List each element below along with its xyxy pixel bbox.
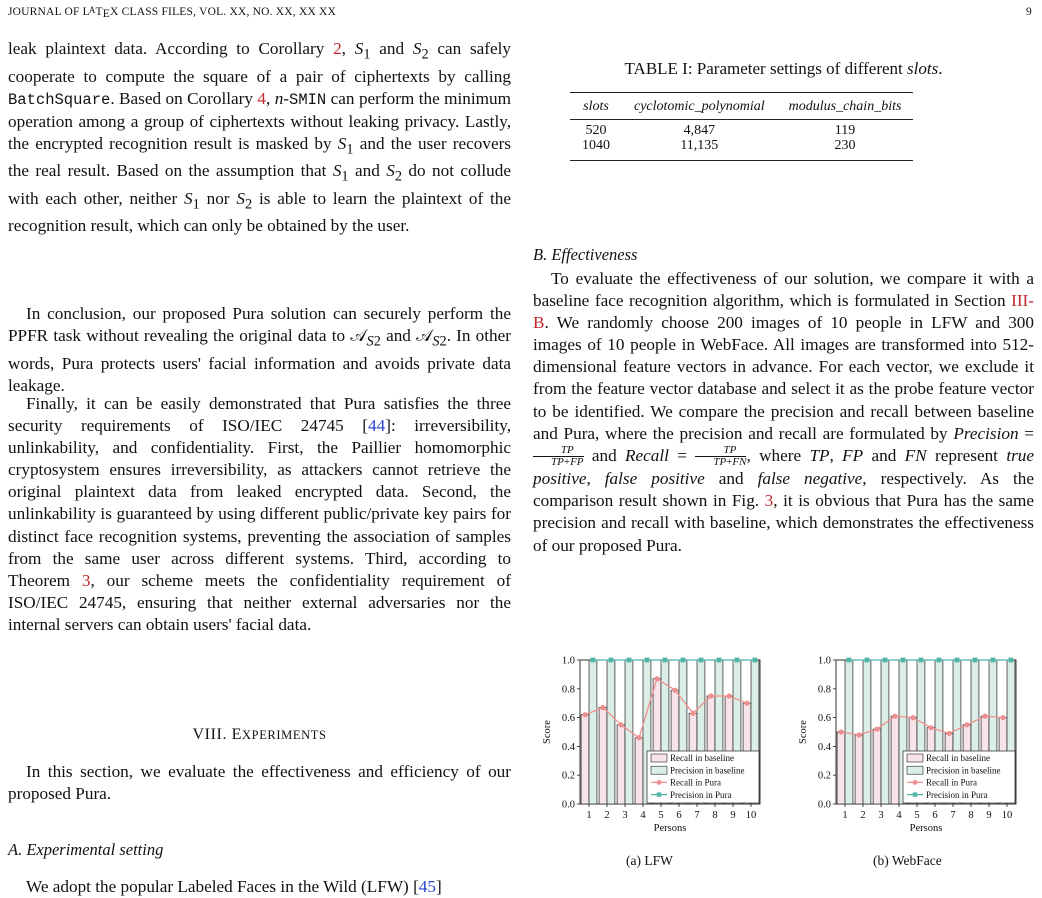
paragraph-conclusion: In conclusion, our proposed Pura solution can securely perform the PPFR task without revealing the original data to 𝒜$_{S2}$ and 𝒜$_{S2}$. In other words, Pura protects users' facial information and avoids private data leakage. [8, 304, 511, 395]
precision-pura-point [919, 658, 924, 663]
precision-pura-point [681, 658, 686, 663]
y-tick-label: 0.4 [561, 741, 575, 753]
precision-pura-point [645, 658, 650, 663]
y-tick-label: 0.6 [817, 713, 831, 725]
paragraph-iso-requirements: Finally, it can be easily demonstrated that Pura satisfies the three security requirements of ISO/IEC 24745 [44]: irreversibility, unlinkability, and confidentiality. First, the Paillier homomorphic cryptosystem ensures irreversibility, as attackers cannot retrieve the original plaintext data from leaked encrypted data. Second, the unlinkability is guaranteed by using different public/private key pairs for distinct face recognition systems, preventing the association of samples from the same user across different systems. Third, according to Theorem 3, our scheme meets the confidentiality requirement of ISO/IEC 24745, ensuring that neither external adversaries nor the internal servers can obtain users' facial data. [8, 394, 511, 634]
recall-pura-point [1000, 715, 1005, 720]
recall-pura-point [672, 688, 677, 693]
x-axis-label: Persons [653, 823, 687, 834]
x-tick-label: 5 [914, 810, 920, 821]
recall-pura-point [910, 715, 915, 720]
x-tick-label: 8 [712, 810, 718, 821]
x-tick-label: 9 [986, 810, 992, 821]
table-row: 520 4,847 119 [585, 123, 856, 138]
legend-marker [657, 780, 662, 785]
bar-precision-baseline [845, 660, 853, 804]
table-header-slots: slots [570, 93, 622, 120]
recall-pura-point [928, 725, 933, 730]
legend-swatch [907, 766, 923, 774]
precision-pura-point [901, 658, 906, 663]
precision-pura-point [627, 658, 632, 663]
figure-caption-a: (a) LFW [626, 853, 673, 868]
chart-webface-svg [794, 650, 1024, 840]
x-tick-label: 3 [878, 810, 884, 821]
recall-pura-point [982, 714, 987, 719]
section-title: VIII. EXPERIMENTS [192, 726, 327, 743]
subsection-title-a: A. Experimental setting [8, 840, 164, 859]
recall-pura-point [838, 729, 843, 734]
paragraph-section-intro: In this section, we evaluate the effectiveness and efficiency of our proposed Pura. [8, 762, 511, 804]
paragraph-experimental-setting: We adopt the popular Labeled Faces in the Wild (LFW) [45] [26, 877, 442, 896]
y-tick-label: 0.8 [561, 684, 575, 696]
precision-pura-point [591, 658, 596, 663]
recall-pura-point [874, 727, 879, 732]
recall-pura-point [636, 735, 641, 740]
y-tick-label: 0.8 [817, 684, 831, 696]
legend-label: Precision in baseline [670, 765, 745, 776]
precision-pura-point [717, 658, 722, 663]
legend-label: Recall in baseline [926, 753, 990, 764]
bar-recall-baseline [891, 716, 899, 804]
x-tick-label: 10 [1001, 810, 1013, 821]
x-tick-label: 5 [658, 810, 664, 821]
paragraph-security-continued: leak plaintext data. According to Corollary 2, $S_1$ and $S_2$ can safely cooperate to compute the square of a pair of ciphertexts by calling BatchSquare. Based on Corollary 4, n-SMIN can perform the minimum operation among a group of ciphertexts without leaking privacy. Lastly, the encrypted recognition result is masked by $S_1$ and the user recovers the real result. Based on the assumption that $S_1$ and $S_2$ do not collude with each other, neither $S_1$ nor $S_2$ is able to learn the plaintext of the recognition result, which can only be obtained by the user. [8, 39, 512, 236]
y-tick-label: 1.0 [561, 655, 575, 667]
precision-pura-point [991, 658, 996, 663]
x-tick-label: 4 [896, 810, 902, 821]
y-tick-label: 0.4 [817, 741, 831, 753]
legend-marker [913, 792, 917, 796]
x-tick-label: 9 [730, 810, 736, 821]
paragraph-effectiveness: To evaluate the effectiveness of our solution, we compare it with a baseline face recognition algorithm, which is formulated in Section III-B. We randomly choose 200 images of 10 people in LFW and 300 images of 10 people in WebFace. All images are transformed into 512-dimensional feature vectors in advance. For each vector, we exclude it from the feature vector database and select it as the probe feature vector to be identified. We compare the precision and recall between baseline and Pura, where the precision and recall are formulated by Precision = $\frac{TP}{TP+FP}$ and Recall = $\frac{TP}{TP+FN}$ , where TP, FP and FN represent true positive, false positive and false negative, respectively. As the comparison result shown in Fig. 3, it is obvious that Pura has the same precision and recall with baseline, which demonstrates the effectiveness of our proposed Pura. [533, 269, 1035, 555]
recall-pura-point [582, 712, 587, 717]
precision-pura-point [847, 658, 852, 663]
y-tick-label: 0.2 [561, 770, 575, 782]
precision-pura-point [663, 658, 668, 663]
bar-precision-baseline [607, 660, 615, 804]
bar-precision-baseline [881, 660, 889, 804]
legend-marker [913, 780, 918, 785]
x-tick-label: 7 [950, 810, 956, 821]
chart-webface [794, 650, 1024, 840]
precision-pura-point [1009, 658, 1014, 663]
precision-pura-point [699, 658, 704, 663]
figure-caption-b: (b) WebFace [873, 853, 942, 868]
running-header: JOURNAL OF LATEX CLASS FILES, VOL. XX, NO. XX, XX XX [8, 5, 337, 20]
y-axis-label: Score [798, 720, 809, 744]
legend-swatch [907, 754, 923, 762]
y-tick-label: 1.0 [817, 655, 831, 667]
x-tick-label: 10 [745, 810, 757, 821]
legend-label: Precision in baseline [926, 765, 1001, 776]
recall-pura-point [856, 732, 861, 737]
table-caption: TABLE I: Parameter settings of different slots. [624, 59, 943, 78]
recall-pura-point [618, 722, 623, 727]
x-tick-label: 7 [694, 810, 700, 821]
recall-pura-point [600, 705, 605, 710]
recall-pura-point [690, 711, 695, 716]
bar-recall-baseline [617, 725, 625, 804]
table-row: 1040 11,135 230 [570, 138, 913, 161]
bar-recall-baseline [855, 735, 863, 804]
chart-lfw-svg [538, 650, 768, 840]
precision-pura-point [955, 658, 960, 663]
x-tick-label: 6 [932, 810, 938, 821]
x-tick-label: 3 [622, 810, 628, 821]
precision-pura-point [973, 658, 978, 663]
legend-label: Precision in Pura [926, 789, 988, 800]
recall-pura-point [946, 731, 951, 736]
x-tick-label: 1 [842, 810, 848, 821]
precision-pura-point [865, 658, 870, 663]
recall-pura-point [744, 701, 749, 706]
y-tick-label: 0.0 [561, 799, 575, 811]
subsection-title-b: B. Effectiveness [533, 245, 638, 264]
x-tick-label: 2 [604, 810, 610, 821]
bar-recall-baseline [599, 708, 607, 804]
bar-recall-baseline [635, 738, 643, 804]
precision-pura-point [609, 658, 614, 663]
recall-pura-point [654, 676, 659, 681]
bar-recall-baseline [837, 732, 845, 804]
bar-precision-baseline [589, 660, 597, 804]
precision-pura-point [753, 658, 758, 663]
legend-swatch [651, 766, 667, 774]
precision-pura-point [883, 658, 888, 663]
x-tick-label: 4 [640, 810, 646, 821]
page-number: 9 [1026, 6, 1032, 18]
x-tick-label: 6 [676, 810, 682, 821]
x-tick-label: 8 [968, 810, 974, 821]
y-tick-label: 0.6 [561, 713, 575, 725]
legend-marker [657, 792, 661, 796]
y-axis-label: Score [542, 720, 553, 744]
table-header-modulus: modulus_chain_bits [777, 93, 914, 120]
parameter-table [570, 92, 913, 161]
precision-pura-point [937, 658, 942, 663]
bar-recall-baseline [873, 729, 881, 804]
y-tick-label: 0.2 [817, 770, 831, 782]
legend-swatch [651, 754, 667, 762]
chart-lfw [538, 650, 768, 840]
legend-label: Recall in Pura [926, 777, 977, 788]
x-tick-label: 2 [860, 810, 866, 821]
x-tick-label: 1 [586, 810, 592, 821]
x-axis-label: Persons [909, 823, 943, 834]
recall-pura-point [892, 714, 897, 719]
legend-label: Recall in Pura [670, 777, 721, 788]
recall-pura-point [964, 722, 969, 727]
y-tick-label: 0.0 [817, 799, 831, 811]
recall-pura-point [708, 693, 713, 698]
recall-pura-point [726, 693, 731, 698]
precision-pura-point [735, 658, 740, 663]
legend-label: Precision in Pura [670, 789, 732, 800]
legend-label: Recall in baseline [670, 753, 734, 764]
bar-recall-baseline [581, 715, 589, 804]
table-header-cyclotomic: cyclotomic_polynomial [622, 93, 777, 120]
